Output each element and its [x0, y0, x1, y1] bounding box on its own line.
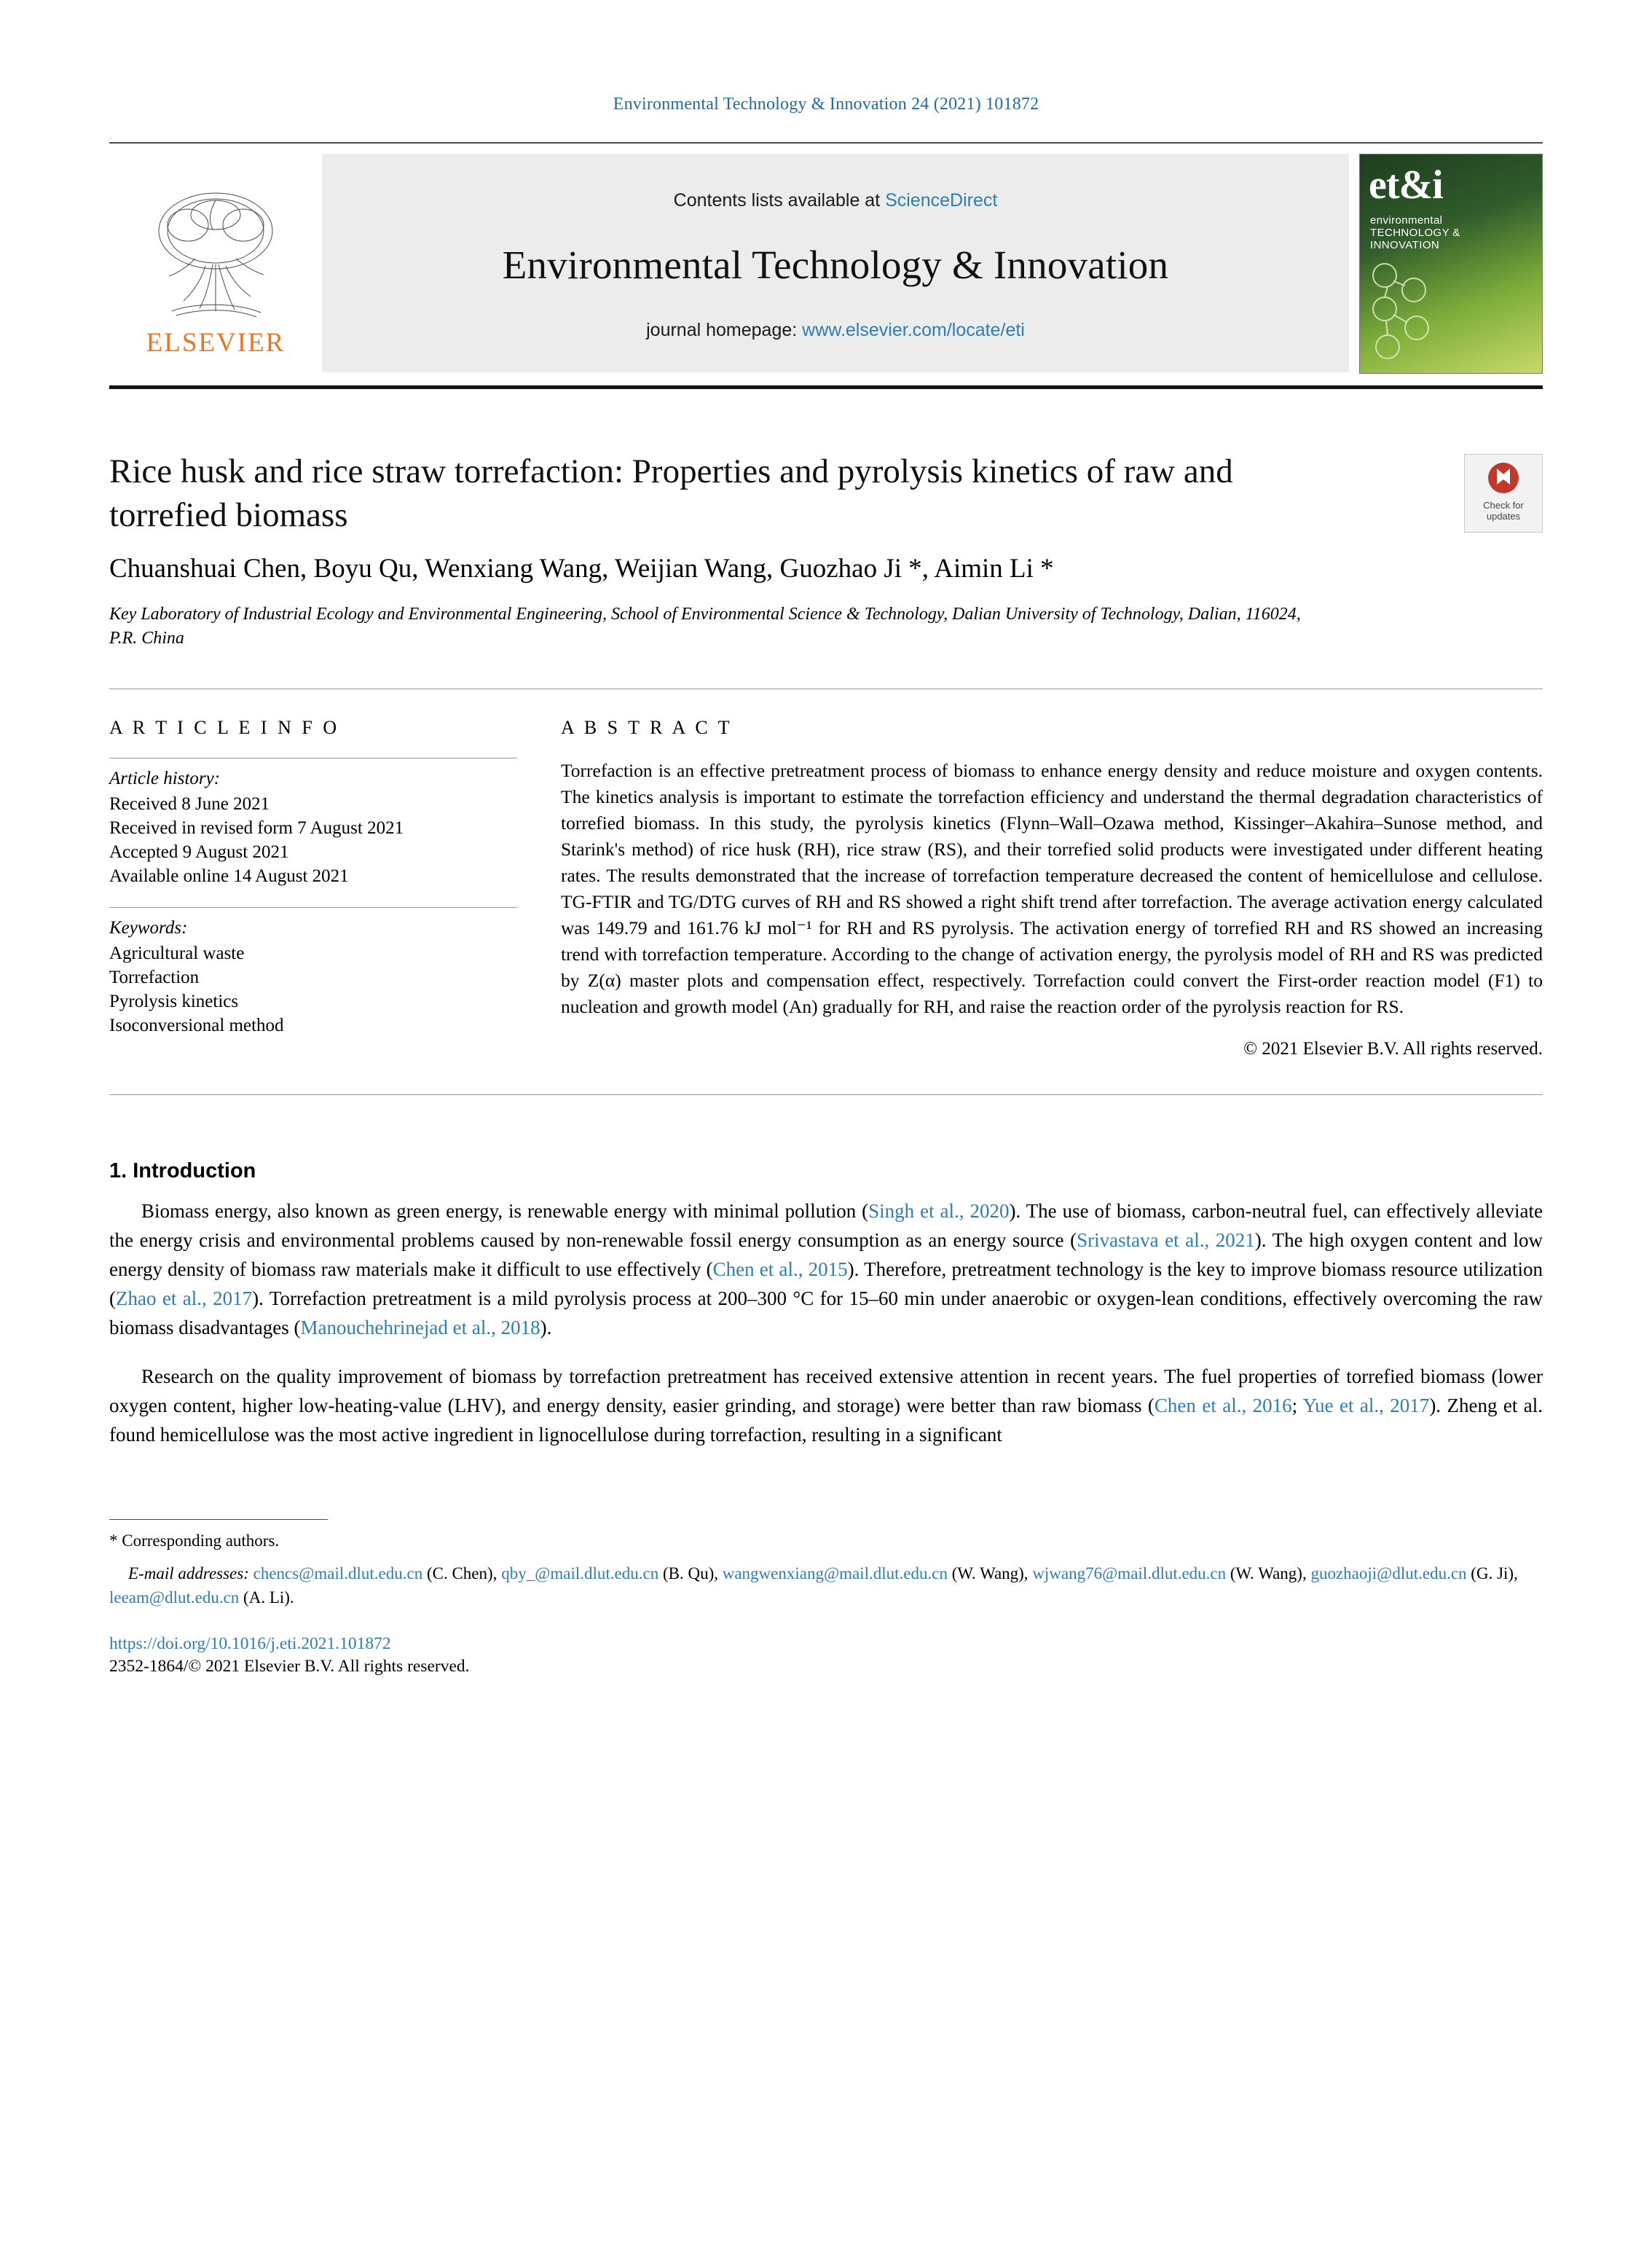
email-link[interactable]: chencs@mail.dlut.edu.cn [253, 1564, 423, 1583]
citation-link[interactable]: Chen et al., 2015 [712, 1258, 848, 1280]
crossmark-label [1465, 500, 1542, 522]
history-item: Received 8 June 2021 [109, 794, 270, 814]
journal-masthead [109, 142, 1543, 391]
email-list[interactable] [109, 1564, 1518, 1607]
email-link[interactable]: leeam@dlut.edu.cn [109, 1588, 240, 1607]
cover-molecule-icon [1366, 258, 1446, 367]
email-owner: (B. Qu), [658, 1564, 723, 1583]
cover-subtitle-line3: INNOVATION [1370, 239, 1440, 251]
email-owner: (W. Wang), [947, 1564, 1033, 1583]
email-owner: (A. Li). [239, 1588, 294, 1607]
keywords-rule-top [109, 907, 517, 908]
crossmark-line1: Check for [1483, 500, 1524, 511]
cover-subtitle-line1: environmental [1370, 214, 1443, 227]
citation-link[interactable]: Yue et al., 2017 [1302, 1395, 1430, 1416]
journal-homepage-link[interactable]: www.elsevier.com/locate/eti [802, 319, 1025, 340]
running-head: Environmental Technology & Innovation 24 (2021) 101872 [613, 95, 1039, 114]
journal-homepage-line [646, 320, 1025, 341]
abstract-heading: A B S T R A C T [561, 717, 733, 738]
elsevier-wordmark: ELSEVIER [146, 327, 286, 358]
contents-available-line [674, 190, 998, 211]
elsevier-tree-icon [143, 186, 288, 324]
email-owner: (G. Ji), [1466, 1564, 1518, 1583]
email-link[interactable]: wjwang76@mail.dlut.edu.cn [1032, 1564, 1227, 1583]
section-heading-introduction: 1. Introduction [109, 1159, 256, 1183]
email-label: E-mail addresses: [128, 1564, 249, 1583]
history-item: Received in revised form 7 August 2021 [109, 818, 404, 838]
email-link[interactable]: guozhaoji@dlut.edu.cn [1310, 1564, 1467, 1583]
email-addresses-note [109, 1561, 1543, 1609]
journal-title: Environmental Technology & Innovation [502, 242, 1169, 287]
email-link[interactable]: qby_@mail.dlut.edu.cn [501, 1564, 659, 1583]
cover-subtitle-line2: TECHNOLOGY & [1370, 227, 1460, 239]
corresponding-author-note: * Corresponding authors. [109, 1532, 280, 1550]
info-bottom-rule [109, 1094, 1543, 1095]
elsevier-logo [109, 149, 322, 390]
intro-paragraph-2: Research on the quality improvement of biomass by torrefaction pretreatment has received extensive attention in recent years. The fuel properties of torrefied biomass (lower oxygen content, higher low-heating-value (LHV), and energy density, easier grinding, and storage) were better than raw biomass (Chen et al., 2016; Yue et al., 2017). Zheng et al. found hemicellulose was the most active ingredient in lignocellulose during torrefaction, resulting in a significant [109, 1365, 1543, 1446]
title-block [109, 450, 1543, 651]
keyword-item: Isoconversional method [109, 1016, 284, 1035]
keywords-block [109, 907, 517, 1038]
affiliation: Key Laboratory of Industrial Ecology and Environmental Engineering, School of Environmental Science & Technology, Dalian University of Technology, Dalian, 116024, P.R. China [109, 605, 1301, 648]
journal-band [322, 154, 1349, 372]
intro-paragraph-1: Biomass energy, also known as green energy, is renewable energy with minimal pollution (Singh et al., 2020). The use of biomass, carbon-neutral fuel, can effectively alleviate the energy crisis and environmental problems caused by non-renewable fossil energy consumption as an energy source (Srivastava et al., 2021). The high oxygen content and low energy density of biomass raw materials make it difficult to use effectively (Chen et al., 2015). Therefore, pretreatment technology is the key to improve biomass resource utilization (Zhao et al., 2017). Torrefaction pretreatment is a mild pyrolysis process at 200–300 °C for 15–60 min under anaerobic or oxygen-lean conditions, effectively overcoming the raw biomass disadvantages (Manouchehrinejad et al., 2018). [109, 1200, 1543, 1338]
masthead-bottom-rule [109, 385, 1543, 389]
citation-link[interactable]: Srivastava et al., 2021 [1077, 1229, 1255, 1251]
info-abstract-columns [109, 717, 1543, 1059]
email-link[interactable]: wangwenxiang@mail.dlut.edu.cn [722, 1564, 948, 1583]
abstract-text: Torrefaction is an effective pretreatment process of biomass to enhance energy density and reduce moisture and oxygen contents. The kinetics analysis is important to estimate the torrefaction efficiency and understand the thermal degradation characteristics of torrefied biomass. In this study, the pyrolysis kinetics (Flynn–Wall–Ozawa method, Kissinger–Akahira–Sunose method, and Starink's method) of rice husk (RH), rice straw (RS), and their torrefied solid products were investigated under different heating rates. The results demonstrated that the increase of torrefaction temperature decreased the content of hemicellulose and cellulose. TG-FTIR and TG/DTG curves of RH and RS showed a right shift trend after torrefaction. The average activation energy calculated was 149.79 and 161.76 kJ mol⁻¹ for RH and RS pyrolysis. The activation energy of torrefied RH and RS showed an increasing trend with torrefaction temperature. According to the change of activation energy, the pyrolysis model of RH and RS was predicted by Z(α) master plots and compensation effect, respectively. Torrefaction could convert the First-order reaction model (F1) to nucleation and growth model (An) gradually for RH, and raise the reaction order of the pyrolysis reaction for RS. [561, 760, 1543, 1017]
author-list: Chuanshuai Chen, Boyu Qu, Wenxiang Wang, Weijian Wang, Guozhao Ji *, Aimin Li * [109, 554, 1054, 584]
abstract-column [546, 717, 1543, 1059]
email-owner: (C. Chen), [422, 1564, 502, 1583]
issn-copyright-line: 2352-1864/© 2021 Elsevier B.V. All rights reserved. [109, 1657, 470, 1676]
doi-link[interactable]: https://doi.org/10.1016/j.eti.2021.101872 [109, 1634, 391, 1653]
crossmark-line2: updates [1486, 511, 1521, 522]
keywords-title: Keywords: [109, 918, 188, 938]
cover-subtitle [1370, 214, 1460, 251]
citation-link[interactable]: Manouchehrinejad et al., 2018 [300, 1317, 540, 1338]
article-info-column [109, 717, 546, 1059]
history-title: Article history: [109, 769, 221, 788]
article-info-heading: A R T I C L E I N F O [109, 717, 340, 738]
citation-link[interactable]: Zhao et al., 2017 [116, 1287, 253, 1309]
keyword-item: Torrefaction [109, 968, 200, 987]
history-item: Available online 14 August 2021 [109, 866, 349, 886]
keyword-item: Agricultural waste [109, 944, 245, 963]
abstract-copyright: © 2021 Elsevier B.V. All rights reserved. [1243, 1039, 1543, 1059]
journal-cover-thumbnail [1359, 154, 1543, 374]
sciencedirect-link[interactable]: ScienceDirect [885, 189, 998, 211]
keyword-item: Pyrolysis kinetics [109, 992, 239, 1011]
crossmark-icon [1487, 461, 1520, 495]
email-owner: (W. Wang), [1226, 1564, 1311, 1583]
homepage-prefix: journal homepage: [646, 319, 803, 340]
footnote-rule [109, 1519, 328, 1520]
citation-link[interactable]: Chen et al., 2016 [1154, 1395, 1292, 1416]
cover-logo-text: et&i [1369, 162, 1443, 208]
contents-prefix: Contents lists available at [673, 189, 886, 211]
history-item: Accepted 9 August 2021 [109, 842, 289, 862]
crossmark-badge[interactable] [1464, 454, 1543, 533]
page-title: Rice husk and rice straw torrefaction: Properties and pyrolysis kinetics of raw and torrefied biomass [109, 452, 1233, 534]
citation-link[interactable]: Singh et al., 2020 [868, 1200, 1010, 1222]
